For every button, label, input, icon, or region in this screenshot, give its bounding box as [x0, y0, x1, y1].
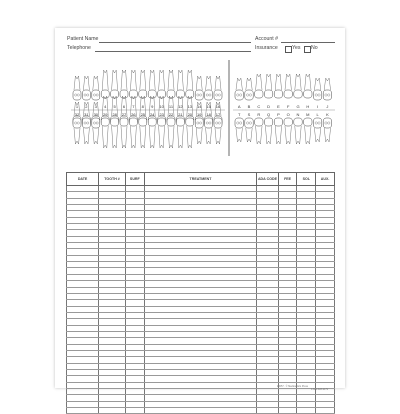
upper-tooth-9[interactable] [148, 70, 156, 98]
lower-primary-letter-T: T [237, 112, 241, 117]
upper-tooth-5[interactable] [111, 70, 119, 98]
upper-tooth-number-15: 15 [206, 104, 211, 109]
ledger-cell[interactable] [316, 408, 335, 414]
upper-tooth-7[interactable] [129, 70, 137, 98]
upper-primary-F[interactable] [284, 74, 292, 98]
upper-primary-C[interactable] [255, 74, 263, 98]
account-label: Account # [255, 36, 279, 42]
patient-name-label: Patient Name [67, 36, 99, 42]
upper-primary-D[interactable] [264, 74, 272, 98]
upper-tooth-12[interactable] [176, 70, 184, 98]
lower-tooth-27[interactable] [120, 118, 128, 148]
upper-tooth-number-4: 4 [104, 104, 107, 109]
col-treatment: TREATMENT [144, 173, 257, 186]
lower-primary-K[interactable] [323, 118, 331, 142]
ledger-cell[interactable] [67, 408, 99, 414]
lower-tooth-number-26: 26 [131, 112, 136, 117]
col-sol: SOL [297, 173, 316, 186]
upper-tooth-number-13: 13 [187, 104, 193, 109]
upper-primary-A[interactable] [235, 78, 243, 100]
dental-chart-sheet [55, 28, 345, 391]
upper-primary-B[interactable] [245, 78, 253, 100]
lower-primary-S[interactable] [245, 118, 253, 142]
upper-tooth-number-16: 16 [215, 104, 221, 109]
col-surf: SURF [125, 173, 144, 186]
upper-tooth-13[interactable] [186, 70, 194, 98]
lower-tooth-number-21: 21 [178, 112, 183, 117]
upper-tooth-number-6: 6 [122, 104, 126, 109]
lower-tooth-number-31: 31 [84, 112, 89, 117]
upper-tooth-4[interactable] [101, 70, 109, 98]
lower-tooth-number-18: 18 [206, 112, 211, 117]
lower-tooth-21[interactable] [176, 118, 184, 148]
lower-tooth-number-23: 23 [159, 112, 164, 117]
ledger-cell[interactable] [99, 408, 126, 414]
lower-tooth-number-28: 28 [112, 112, 117, 117]
lower-primary-letter-S: S [247, 112, 251, 117]
upper-tooth-number-14: 14 [196, 104, 202, 109]
lower-tooth-24[interactable] [148, 118, 156, 148]
upper-tooth-number-3: 3 [94, 104, 97, 109]
upper-primary-letter-H: H [306, 104, 310, 109]
upper-tooth-number-11: 11 [168, 104, 174, 109]
insurance-no-label: No [311, 45, 318, 51]
lower-primary-letter-L: L [316, 112, 319, 117]
lower-tooth-30[interactable] [92, 118, 100, 144]
lower-primary-P[interactable] [274, 118, 282, 144]
lower-tooth-number-24: 24 [149, 112, 155, 117]
lower-primary-letter-P: P [277, 112, 280, 117]
col-aux: AUX. [316, 173, 335, 186]
col-date: DATE [67, 173, 99, 186]
lower-tooth-23[interactable] [158, 118, 166, 148]
ledger-header-row [67, 173, 335, 186]
lower-primary-letter-M: M [306, 112, 310, 117]
lower-tooth-20[interactable] [186, 118, 194, 148]
upper-tooth-number-2: 2 [85, 104, 88, 109]
ledger-row [67, 408, 335, 414]
upper-primary-letter-C: C [257, 104, 261, 109]
lower-primary-Q[interactable] [264, 118, 272, 144]
lower-tooth-28[interactable] [111, 118, 119, 148]
upper-primary-J[interactable] [323, 78, 331, 100]
lower-primary-letter-Q: Q [267, 112, 271, 117]
lower-primary-N[interactable] [294, 118, 302, 144]
upper-primary-G[interactable] [294, 74, 302, 98]
lower-primary-letter-K: K [326, 112, 329, 117]
upper-tooth-6[interactable] [120, 70, 128, 98]
upper-tooth-14[interactable] [195, 76, 203, 100]
upper-primary-letter-J: J [326, 104, 329, 109]
upper-primary-H[interactable] [304, 74, 312, 98]
lower-primary-R[interactable] [255, 118, 263, 144]
lower-tooth-22[interactable] [167, 118, 175, 148]
lower-primary-O[interactable] [284, 118, 292, 144]
lower-tooth-number-20: 20 [187, 112, 193, 117]
ledger-cell[interactable] [144, 408, 257, 414]
upper-tooth-10[interactable] [158, 70, 166, 98]
lower-primary-L[interactable] [313, 118, 321, 142]
upper-tooth-15[interactable] [205, 76, 213, 100]
insurance-yes-label: Yes [292, 45, 301, 51]
upper-primary-letter-D: D [267, 104, 271, 109]
upper-tooth-8[interactable] [139, 70, 147, 98]
lower-tooth-26[interactable] [129, 118, 137, 148]
lower-tooth-number-27: 27 [121, 112, 127, 117]
upper-primary-letter-A: A [237, 104, 241, 109]
treatment-ledger [66, 172, 335, 384]
lower-tooth-18[interactable] [205, 118, 213, 144]
lower-tooth-number-19: 19 [196, 112, 202, 117]
ledger-cell[interactable] [125, 408, 144, 414]
upper-tooth-number-5: 5 [113, 104, 116, 109]
lower-primary-M[interactable] [304, 118, 312, 144]
upper-tooth-number-12: 12 [178, 104, 183, 109]
ledger-cell[interactable] [297, 408, 316, 414]
col-fee: FEE [278, 173, 297, 186]
lower-primary-T[interactable] [235, 118, 243, 142]
lower-tooth-17[interactable] [214, 118, 222, 144]
upper-tooth-number-7: 7 [132, 104, 135, 109]
lower-tooth-19[interactable] [195, 118, 203, 144]
lower-tooth-number-22: 22 [168, 112, 174, 117]
upper-primary-E[interactable] [274, 74, 282, 98]
upper-primary-letter-G: G [296, 104, 300, 109]
ledger-cell[interactable] [278, 408, 297, 414]
upper-tooth-1[interactable] [73, 76, 81, 100]
upper-tooth-number-10: 10 [159, 104, 164, 109]
upper-tooth-3[interactable] [92, 76, 100, 100]
upper-tooth-2[interactable] [82, 76, 90, 100]
lower-primary-letter-O: O [286, 112, 290, 117]
tooth-chart [55, 28, 345, 168]
lower-tooth-number-29: 29 [102, 112, 108, 117]
upper-primary-letter-I: I [317, 104, 319, 109]
lower-primary-letter-R: R [257, 112, 261, 117]
lower-tooth-29[interactable] [101, 118, 109, 148]
insurance-label: Insurance [255, 45, 278, 51]
lower-tooth-32[interactable] [73, 118, 81, 144]
upper-tooth-number-9: 9 [151, 104, 154, 109]
lower-tooth-31[interactable] [82, 118, 90, 144]
upper-tooth-11[interactable] [167, 70, 175, 98]
lower-tooth-number-32: 32 [74, 112, 80, 117]
col-tooth: TOOTH # [99, 173, 126, 186]
lower-tooth-number-25: 25 [140, 112, 146, 117]
upper-primary-letter-E: E [277, 104, 280, 109]
upper-tooth-16[interactable] [214, 76, 222, 100]
form-footer-left: #2057 · © Medical Arts Press [277, 385, 308, 388]
col-ada-code: ADA CODE [257, 173, 278, 186]
upper-primary-letter-B: B [247, 104, 251, 109]
upper-primary-letter-F: F [286, 104, 290, 109]
upper-tooth-number-8: 8 [141, 104, 144, 109]
upper-primary-I[interactable] [313, 78, 321, 100]
telephone-label: Telephone [67, 45, 91, 51]
upper-tooth-number-1: 1 [75, 104, 79, 109]
lower-tooth-number-30: 30 [93, 112, 99, 117]
lower-tooth-number-17: 17 [215, 112, 221, 117]
lower-primary-letter-N: N [296, 112, 300, 117]
ledger-cell[interactable] [257, 408, 278, 414]
form-footer-right: 1-800-328-2179 [311, 388, 329, 391]
lower-tooth-25[interactable] [139, 118, 147, 148]
